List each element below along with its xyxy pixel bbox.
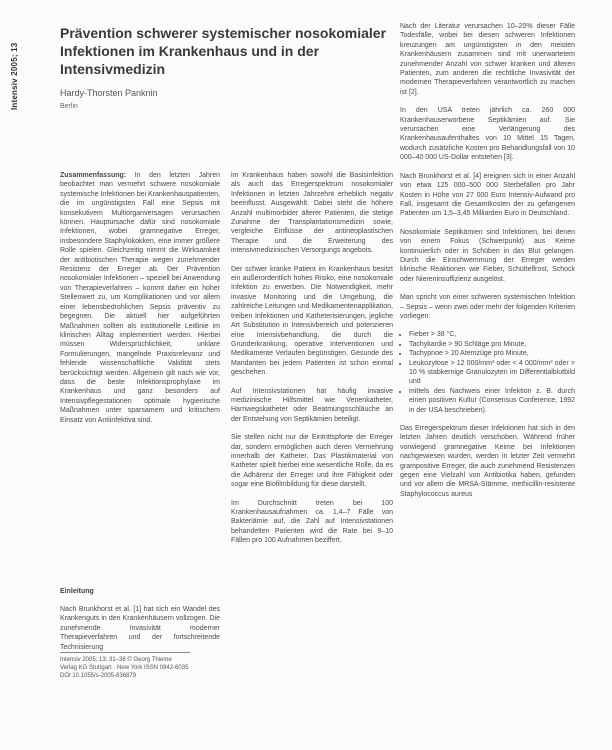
heading-einleitung: Einleitung xyxy=(60,588,94,595)
list-item: • Fieber > 38 °C, xyxy=(409,330,575,339)
abstract-label: Zusammenfassung: xyxy=(60,172,127,179)
list-item: • Tachykardie > 90 Schläge pro Minute, xyxy=(409,340,575,349)
journal-vertical-label: Intensiv 2005; 13 xyxy=(10,42,19,110)
paragraph: Sie stellen nicht nur die Eintrittspforte der Erreger dar, sondern ermöglichen auch deren Vermehrung innerhalb der Katheter. Das Plastikmaterial von Katheter spielt hierbei eine wesentliche Rolle, da es die Adhärenz der Erreger und ihre Fähigkeit oder sogar eine Biofilmbildung für diese darstellt. xyxy=(231,434,393,489)
article-title: Prävention schwerer systemischer nosokomialer Infektionen im Krankenhaus und in der Intensivmedizin xyxy=(60,25,387,77)
paragraph: Nach der Literatur verursachen 10–20% dieser Fälle Todesfälle, wobei bei diesen schweren Infektionen kreuzungen am ungünstigsten in den meisten Krankenhäusern zusammen sind mit unerwartetem zunehmender Anzahl von schwer kranken und älteren Patienten, zum anderen die rechtliche Invasivität der modernen Therapieverfahren verantwortlich zu machen ist [2]. xyxy=(400,23,575,96)
list-item: • Leukozytose > 12 000/mm³ oder < 4 000/mm³ oder > 10 % stabkernige Granulozyten im Differentialblutbild und xyxy=(409,359,575,387)
paragraph: Im Durchschnitt treten bei 100 Krankenhausaufnahmen ca. 1,4–7 Fälle von Bakteriämie auf, die Zahl auf Intensivstationen behandelten Patienten wird die Rate bei 9–10 Fällen pro 100 Aufnahmen beziffert. xyxy=(231,499,393,545)
einleitung-paragraph: Nach Brunkhorst et al. [1] hat sich ein Wandel des Krankenguts in den Krankenhäusern vollzogen. Die zunehmende Invasivität moderner Therapieverfahren und der fortschreitende Technisierung xyxy=(60,606,220,651)
paragraph: Auf Intensivstationen hat häufig invasive medizinische Hilfsmittel wie Venenkatheter, Harnwegskatheter oder Beatmungsschläuche an der Entstehung von Septikämien beteiligt. xyxy=(231,387,393,423)
column-right xyxy=(400,22,575,508)
column-middle xyxy=(231,171,393,555)
paragraph: Man spricht von einer schweren systemischen Infektion – Sepsis – wenn zwei oder mehr der folgenden Kriterien vorliegen: xyxy=(400,294,575,320)
paragraph: Nach Brunkhorst et al. [4] ereignen sich in einer Anzahl von etwa 125 000–500 000 Sterbefällen pro Jahr Kosten in Höhe von 27 000 Euro Intensiv-Aufwand pro Fall, insgesamt die Gesamtkosten der zu gefangenen Patienten um 1,5–3,45 Milliarden Euro in Deutschland. xyxy=(400,172,575,218)
citation-box: Intensiv 2005; 13: 31–38 © Georg Thieme Verlag KG Stuttgart · New York ISSN 0942-6035 DOI 10.1055/s-2005-836879 xyxy=(60,652,190,680)
sepsis-criteria-list xyxy=(400,330,575,415)
paragraph: im Krankenhaus haben sowohl die Basisinfektion als auch das Erregerspektrum nosokomialer Infektionen in letzten Jahrzehnt erheblich negativ beeinflusst. Ausgewählt. Dabei steht die höhere Anzahl multimorbider älterer Patienten, die stetige Zunahme der Transplantationsmedizin sowie, vergleiche Einflüsse der antineoplastischen Therapie und die Erweiterung des intensivmedizinischen Versorgungs angebots. xyxy=(231,172,393,255)
abstract-text: In den letzten Jahren beobachtet man vermehrt schwere nosokomiale systemische Infektionen bei Krankenhauspatienten, die im ungünstigsten Fall eine Sepsis mit konsekutivem Multiorganversagen verursachen können. Hauptursache dafür sind nosokomiale Infektionen, wobei gramnegative Erreger, insbesondere Staphylokokken, eine immer größere Rolle spielen. Gleichzeitig nimmt die Wirksamkeit der antibiotischen Therapie wegen zunehmender Resistenz der Erreger ab. Der Prävention nosokomialer Infektionen – speziell bei Anwendung von Therapieverfahren – kommt daher ein hoher Stellenwert zu, um Komplikationen und vor allem einer lebensbedrohlichen Sepsis präventiv zu begegnen. Die aktuell hier aufgeführten Maßnahmen sollten als institutionelle Leitlinie im klinischen Alltag implementiert werden. Hierbei müssen Widersprüchlichkeit, unklare Formulierungen, mangelnde Praxisrelevanz und fehlende wissenschaftliche Validität stets berücksichtigt werden. Allgemein gilt nach wie vor, dass die beste Infektionsprophylaxe im Krankenhaus und ganz besonders auf Intensivpflegestationen optimale hygienische Maßnahmen unter sparsamem und kritischem Einsatz von Antiinfektiva sind. xyxy=(60,172,220,424)
column-left xyxy=(60,171,220,434)
article-author: Hardy-Thorsten Panknin xyxy=(60,88,158,98)
paragraph: Nosokomiale Septikämien sind Infektionen, bei denen von einem Fokus (Schwerpunkt) aus Keime kontinuierlich oder in Schüben in das Blut gelangen. Durch die Einschwemmung der Erreger werden klinische Reaktionen wie Fieber, Schüttelfrost, Schock oder Niereninsuffizienz ausgelöst. xyxy=(400,228,575,283)
paragraph: Das Erregerspektrum dieser Infektionen hat sich in den letzten Jahren deutlich verschoben. Während früher vorwiegend gramnegative Keime bei Infektionen nachgewiesen wurden, werden in letzter Zeit vermehrt grampositive Erreger, die auch zunehmend Resistenzen gegen eine Vielzahl von Antibiotika haben, gefunden und vor allem die MRSA-Stämme, methicillin-resistente Staphylococcus aureus xyxy=(400,425,575,498)
paragraph: In den USA treten jährlich ca. 260 000 Krankenhauserworbene Septikämien auf. Sie verursachen eine Verlängerung des Krankenhausaufenthaltes von 10 Mittel 15 Tagen, wodurch zusätzliche Kosten pro Behandlungsfall von 10 000–40 000 US-Dollar entstehen [3]. xyxy=(400,107,575,162)
abstract-paragraph xyxy=(60,171,220,425)
author-affiliation: Berlin xyxy=(60,103,78,110)
paragraph: Der schwer kranke Patient im Krankenhaus besitzt ein außerordentlich hohes Risiko, eine nosokomiale Infektion zu erwerben. Die Notwendigkeit, mehr invasive Monitoring und die Umgebung, die zahlreiche Leitungen und Medikamentenapplikation, treiben Infektionen und Katheterisierungen, jegliche Art Substitution in Intensivbereich und potenzieren eine Intensivbehandlung, die durch die Grunderkrankung, operative Interventionen und Medikamente Verlaufen begünstigen. Gesunde des Mandanten bei jedem Patienten ist schon einmal geschehen. xyxy=(231,265,393,377)
list-item: • mittels des Nachweis einer Infektion z. B. durch einen positiven Kultur (Consensus Conference, 1992 in der USA beschrieben). xyxy=(409,387,575,415)
list-item: • Tachypnoe > 20 Atemzüge pro Minute, xyxy=(409,349,575,358)
